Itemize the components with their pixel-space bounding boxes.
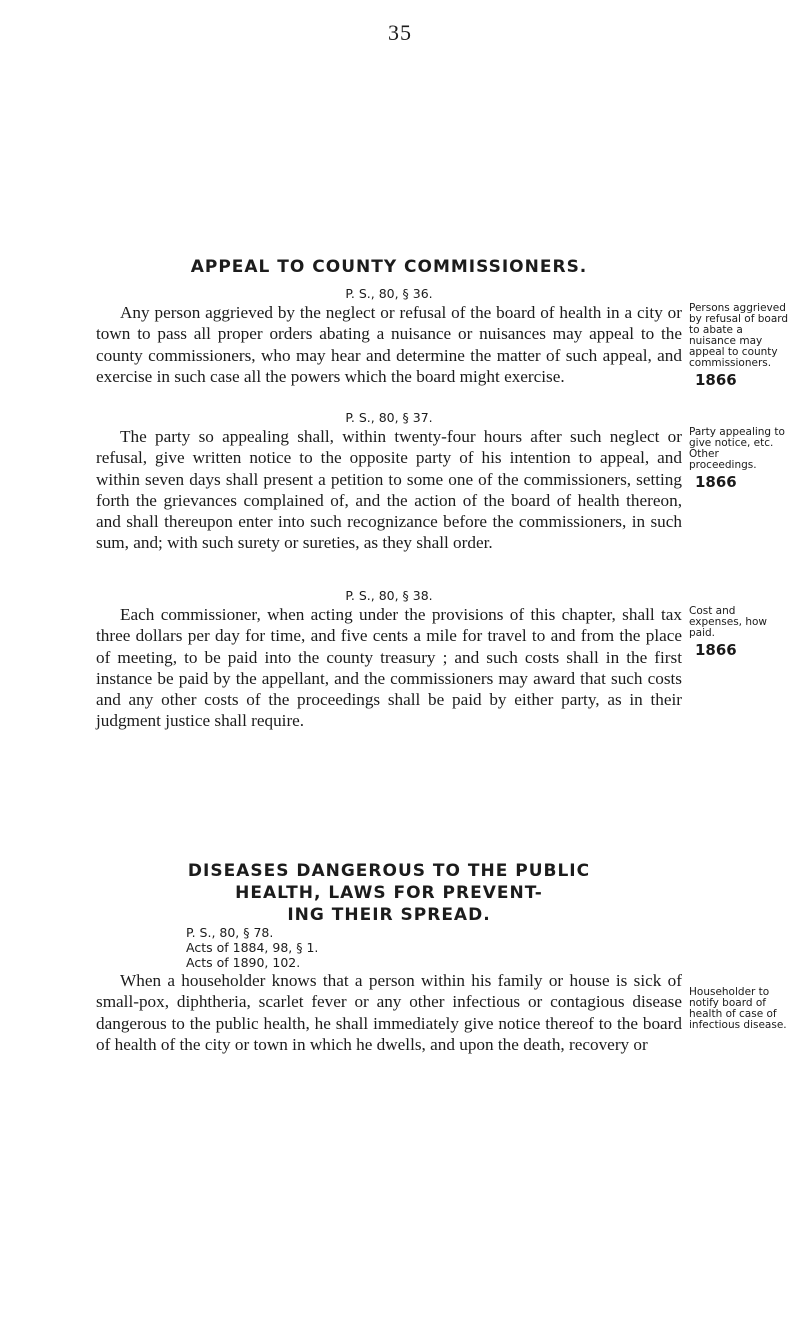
statute-citation: P. S., 80, § 36. bbox=[345, 286, 433, 301]
margin-note-block bbox=[689, 987, 789, 1031]
section-title-line: DISEASES DANGEROUS TO THE PUBLIC bbox=[187, 861, 591, 881]
section-title-line: ING THEIR SPREAD. bbox=[287, 905, 491, 925]
statute-citation: P. S., 80, § 78. bbox=[186, 925, 274, 940]
statute-paragraph: The party so appealing shall, within twenty-four hours after such neglect or refusal, give written notice to the opposite party of his intention to appeal, and within seven days shall present a petition to some one of the commissioners, setting forth the grievances complained of, and the action of the board of health thereon, and shall thereupon enter into such recognizance before the commissioners, in such sum, and; with such surety or sureties, as they shall order. bbox=[96, 427, 682, 553]
statute-entry bbox=[96, 286, 682, 387]
statute-entry bbox=[96, 588, 682, 732]
statute-paragraph: When a householder knows that a person within his family or house is sick of small-pox, diphtheria, scarlet fever or any other infectious or contagious disease dangerous to the public health, he shall immediately give notice thereof to the board of health of the city or town in which he dwells, and upon the death, recovery or bbox=[96, 971, 682, 1054]
margin-note: Householder to notify board of health of case of infectious disease. bbox=[689, 986, 787, 1031]
margin-year: 1866 bbox=[695, 473, 737, 491]
statute-citation: Acts of 1884, 98, § 1. bbox=[186, 940, 319, 955]
statute-paragraph: Any person aggrieved by the neglect or refusal of the board of health in a city or town to pass all proper orders abating a nuisance or nuisances may appeal to the county commissioners, who may hear and determine the matter of such appeal, and exercise in such case all the powers which the board might exercise. bbox=[96, 303, 682, 386]
margin-note-block bbox=[689, 302, 789, 389]
section-heading-diseases bbox=[96, 860, 682, 926]
section-title-line: HEALTH, LAWS FOR PREVENT- bbox=[235, 883, 543, 903]
margin-note-block bbox=[689, 605, 789, 659]
margin-note: Party appealing to give notice, etc. Other proceedings. bbox=[689, 426, 785, 471]
statute-citation: P. S., 80, § 38. bbox=[345, 588, 433, 603]
margin-year: 1866 bbox=[695, 371, 737, 389]
statute-entry bbox=[96, 410, 682, 554]
statute-citation: Acts of 1890, 102. bbox=[186, 955, 301, 970]
statute-citation: P. S., 80, § 37. bbox=[345, 410, 433, 425]
statute-paragraph: Each commissioner, when acting under the provisions of this chapter, shall tax three dollars per day for time, and five cents a mile for travel to and from the place of meeting, to be paid into the county treasury ; and such costs shall in the first instance be paid by the appellant, and the commissioners may award that such costs and any other costs of the proceedings shall be paid by either party, as in their judgment justice shall require. bbox=[96, 605, 682, 731]
margin-note-block bbox=[689, 426, 789, 491]
margin-year: 1866 bbox=[695, 641, 737, 659]
margin-note: Cost and expenses, how paid. bbox=[689, 605, 768, 639]
section-heading-appeal bbox=[96, 256, 682, 278]
statute-entry bbox=[96, 925, 682, 1055]
page-number: 35 bbox=[388, 20, 412, 45]
section-title: APPEAL TO COUNTY COMMISSIONERS. bbox=[190, 257, 588, 277]
margin-note: Persons aggrieved by refusal of board to abate a nuisance may appeal to county commissioners. bbox=[689, 302, 789, 369]
